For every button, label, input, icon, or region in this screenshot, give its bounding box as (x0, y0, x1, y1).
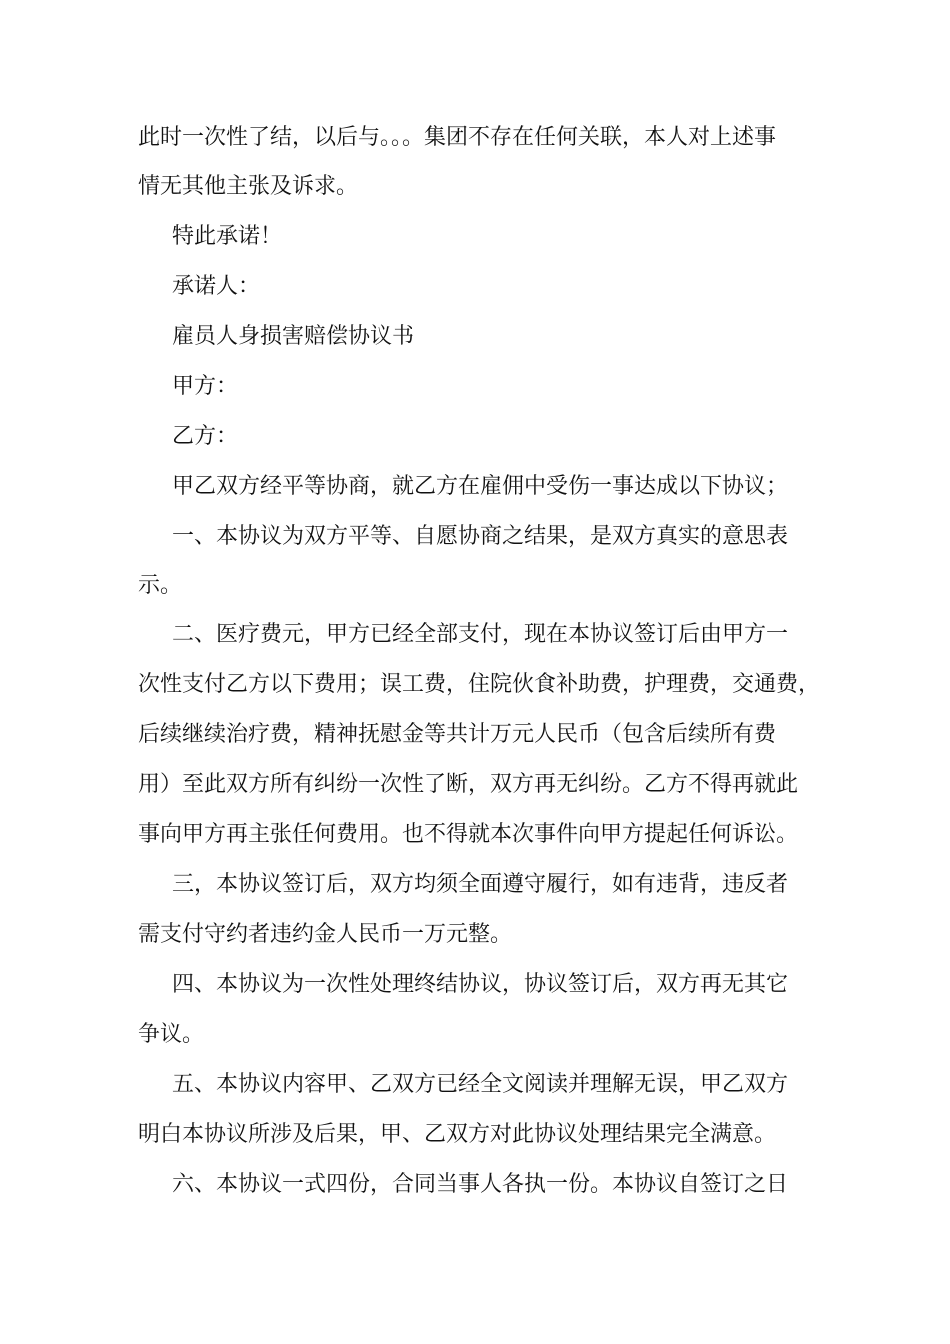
clause-6-line: 六、本协议一式四份，合同当事人各执一份。本协议自签订之日 (172, 1172, 789, 1197)
clause-2-line: 次性支付乙方以下费用；误工费，住院伙食补助费，护理费，交通费， (138, 672, 821, 697)
text-line: 甲乙双方经平等协商，就乙方在雇佣中受伤一事达成以下协议； (172, 474, 789, 499)
clause-2-line: 用）至此双方所有纠纷一次性了断，双方再无纠纷。乙方不得再就此 (138, 772, 799, 797)
clause-5-line: 明白本协议所涉及后果，甲、乙双方对此协议处理结果完全满意。 (138, 1122, 777, 1147)
clause-3-line: 三，本协议签订后，双方均须全面遵守履行，如有违背，违反者 (172, 872, 789, 897)
clause-5-line: 五、本协议内容甲、乙双方已经全文阅读并理解无误，甲乙双方 (172, 1072, 789, 1097)
clause-2-line: 二、医疗费元，甲方已经全部支付，现在本协议签订后由甲方一 (172, 622, 789, 647)
agreement-title: 雇员人身损害赔偿协议书 (172, 324, 415, 349)
text-line: 情无其他主张及诉求。 (138, 174, 359, 199)
document-body (138, 114, 821, 1210)
clause-2-line: 后续继续治疗费，精神抚慰金等共计万元人民币（包含后续所有费 (138, 722, 777, 747)
signatory-label: 承诺人： (172, 274, 261, 299)
clause-2-line: 事向甲方再主张任何费用。也不得就本次事件向甲方提起任何诉讼。 (138, 822, 799, 847)
party-b-label: 乙方： (172, 424, 239, 449)
clause-3-line: 需支付守约者违约金人民币一万元整。 (138, 922, 513, 947)
clause-4-line: 争议。 (138, 1022, 205, 1047)
clause-4-line: 四、本协议为一次性处理终结协议，协议签订后，双方再无其它 (172, 972, 789, 997)
text-line: 特此承诺！ (172, 224, 283, 249)
party-a-label: 甲方： (172, 374, 239, 399)
text-line: 此时一次性了结，以后与。。。集团不存在任何关联，本人对上述事 (138, 125, 777, 150)
clause-1-line: 示。 (138, 573, 183, 598)
clause-1-line: 一、本协议为双方平等、自愿协商之结果，是双方真实的意思表 (172, 524, 789, 549)
